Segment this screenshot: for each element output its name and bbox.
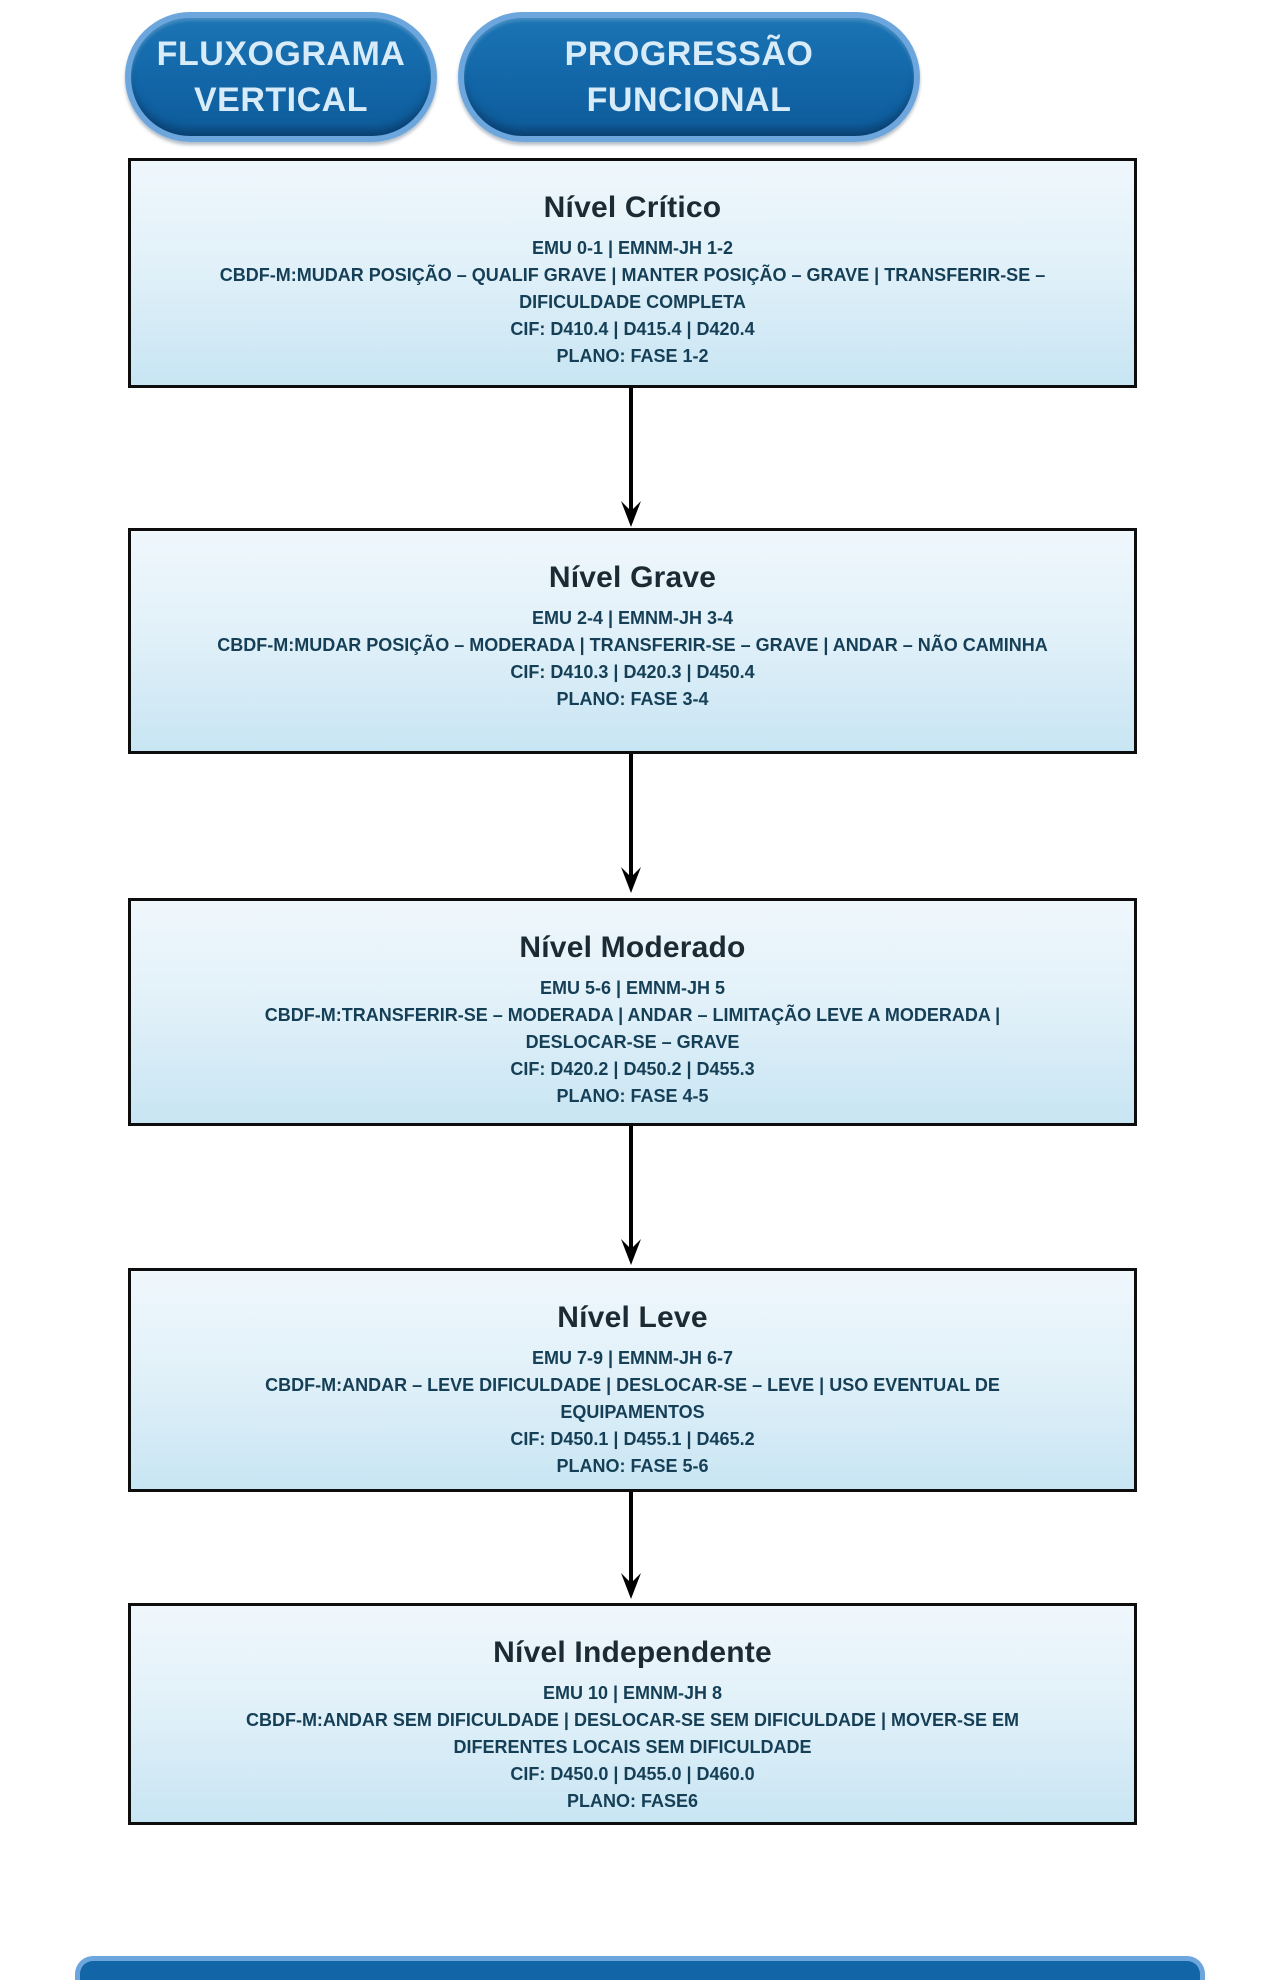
down-arrow-icon [617,1492,645,1600]
header-pill-progressao-funcional [458,12,920,142]
level-detail-line: DESLOCAR-SE – GRAVE [525,1032,740,1052]
level-detail-line: CIF: D450.0 | D455.0 | D460.0 [510,1764,755,1784]
level-box-critico [128,158,1137,388]
level-detail-line: DIFERENTES LOCAIS SEM DIFICULDADE [453,1737,812,1757]
header-pill-fluxograma-vertical [125,12,437,142]
level-title: Nível Crítico [543,191,722,224]
down-arrow-icon [617,754,645,894]
level-detail-line: CIF: D420.2 | D450.2 | D455.3 [510,1059,755,1079]
level-detail-line: CBDF-M:MUDAR POSIÇÃO – QUALIF GRAVE | MANTER POSIÇÃO – GRAVE | TRANSFERIR-SE – [219,265,1046,285]
level-detail-line: EMU 0-1 | EMNM-JH 1-2 [531,238,734,258]
level-detail-line: PLANO: FASE 3-4 [556,689,709,709]
level-detail-line: PLANO: FASE 1-2 [556,346,709,366]
level-detail-line: EMU 5-6 | EMNM-JH 5 [539,978,726,998]
level-title: Nível Moderado [519,931,746,964]
level-detail-line: EQUIPAMENTOS [560,1402,705,1422]
level-detail-line: CIF: D450.1 | D455.1 | D465.2 [510,1429,755,1449]
level-detail-line: PLANO: FASE 4-5 [556,1086,709,1106]
pill-label-line: FLUXOGRAMA [156,35,406,73]
level-detail-line: PLANO: FASE 5-6 [556,1456,709,1476]
level-detail-line: EMU 10 | EMNM-JH 8 [542,1683,723,1703]
level-box-leve [128,1268,1137,1492]
level-detail-line: CIF: D410.4 | D415.4 | D420.4 [510,319,755,339]
level-detail-line: CBDF-M:ANDAR SEM DIFICULDADE | DESLOCAR-SE SEM DIFICULDADE | MOVER-SE EM [245,1710,1020,1730]
level-detail-line: EMU 7-9 | EMNM-JH 6-7 [531,1348,734,1368]
level-box-independente [128,1603,1137,1825]
level-detail-line: CBDF-M:ANDAR – LEVE DIFICULDADE | DESLOCAR-SE – LEVE | USO EVENTUAL DE [265,1375,1000,1395]
level-box-moderado [128,898,1137,1126]
level-detail-line: EMU 2-4 | EMNM-JH 3-4 [531,608,734,628]
level-detail-line: DIFICULDADE COMPLETA [519,292,746,312]
level-title: Nível Independente [493,1636,772,1669]
pill-label-line: VERTICAL [194,81,368,119]
bottom-partial-pill [75,1956,1205,1980]
down-arrow-icon [617,388,645,528]
level-detail-line: CBDF-M:TRANSFERIR-SE – MODERADA | ANDAR – LIMITAÇÃO LEVE A MODERADA | [264,1005,1001,1025]
level-title: Nível Leve [557,1301,708,1334]
level-title: Nível Grave [548,561,717,594]
level-detail-line: PLANO: FASE6 [566,1791,699,1811]
pill-label-line: PROGRESSÃO [564,35,814,73]
level-box-grave [128,528,1137,754]
down-arrow-icon [617,1126,645,1266]
level-detail-line: CIF: D410.3 | D420.3 | D450.4 [510,662,755,682]
level-detail-line: CBDF-M:MUDAR POSIÇÃO – MODERADA | TRANSFERIR-SE – GRAVE | ANDAR – NÃO CAMINHA [217,635,1048,655]
pill-label-line: FUNCIONAL [586,81,792,119]
